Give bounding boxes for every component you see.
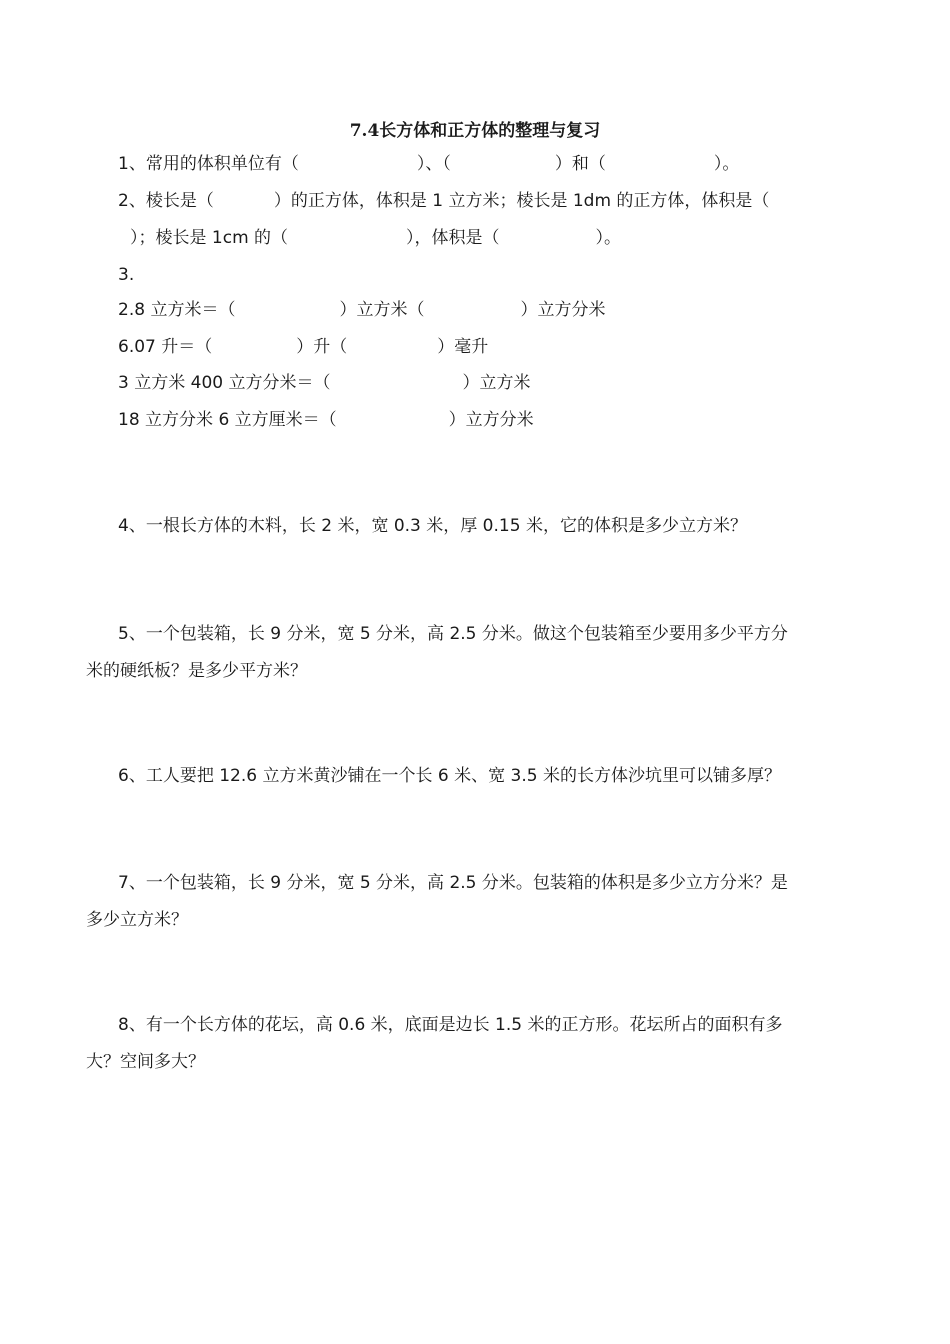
q3-row-1-b: ）立方米（: [339, 300, 425, 320]
q3-row-1: [118, 298, 605, 322]
question-5-line-1: 5、一个包装箱，长 9 分米，宽 5 分米，高 2.5 分米。做这个包装箱至少要用多少平方分: [118, 624, 788, 644]
question-8-line-2: 大？空间多大？: [86, 1052, 205, 1072]
q1-sep-1: ）、（: [416, 154, 451, 174]
question-2-line-1: [118, 189, 769, 213]
q2-line1-b: ）的正方体，体积是 1 立方米；棱长是 1dm 的正方体，体积是（: [273, 191, 770, 211]
q3-row-2-b: ）升（: [296, 337, 348, 357]
q1-sep-2: ）和（: [554, 154, 606, 174]
q3-row-2: [118, 335, 488, 359]
q3-row-3-b: ）立方米: [462, 373, 531, 393]
question-7-line-1: 7、一个包装箱，长 9 分米，宽 5 分米，高 2.5 分米。包装箱的体积是多少立方分米？是: [118, 873, 788, 893]
q2-line2-c: ）。: [595, 228, 622, 248]
question-3-label: 3.: [118, 265, 135, 285]
question-1: [118, 152, 739, 176]
q3-row-4-b: ）立方分米: [448, 410, 534, 430]
q3-row-3: [118, 371, 530, 395]
question-4: 4、一根长方体的木料，长 2 米，宽 0.3 米，厚 0.15 米，它的体积是多少立方米？: [118, 516, 747, 536]
question-6: 6、工人要把 12.6 立方米黄沙铺在一个长 6 米、宽 3.5 米的长方体沙坑里可以铺多厚？: [118, 766, 781, 786]
q2-line1-a: 2、棱长是（: [118, 191, 214, 211]
question-7-line-2: 多少立方米？: [86, 910, 188, 930]
q2-line2-b: ），体积是（: [406, 228, 500, 248]
question-5-line-2: 米的硬纸板？是多少平方米？: [86, 661, 307, 681]
q3-row-2-a: 6.07 升＝（: [118, 337, 213, 357]
q3-row-4-a: 18 立方分米 6 立方厘米＝（: [118, 410, 337, 430]
q3-row-4: [118, 408, 534, 432]
q1-text: 1、常用的体积单位有（: [118, 154, 299, 174]
page-title: 7.4长方体和正方体的整理与复习: [349, 121, 601, 141]
q3-row-1-c: ）立方分米: [520, 300, 606, 320]
question-2-line-2: [118, 226, 621, 250]
q3-row-3-a: 3 立方米 400 立方分米＝（: [118, 373, 331, 393]
q2-line2-a: ）；棱长是 1cm 的（: [130, 228, 289, 248]
question-8-line-1: 8、有一个长方体的花坛，高 0.6 米，底面是边长 1.5 米的正方形。花坛所占的面积有多: [118, 1015, 783, 1035]
q3-row-2-c: ）毫升: [437, 337, 489, 357]
q3-row-1-a: 2.8 立方米＝（: [118, 300, 236, 320]
q1-end: ）。: [713, 154, 740, 174]
